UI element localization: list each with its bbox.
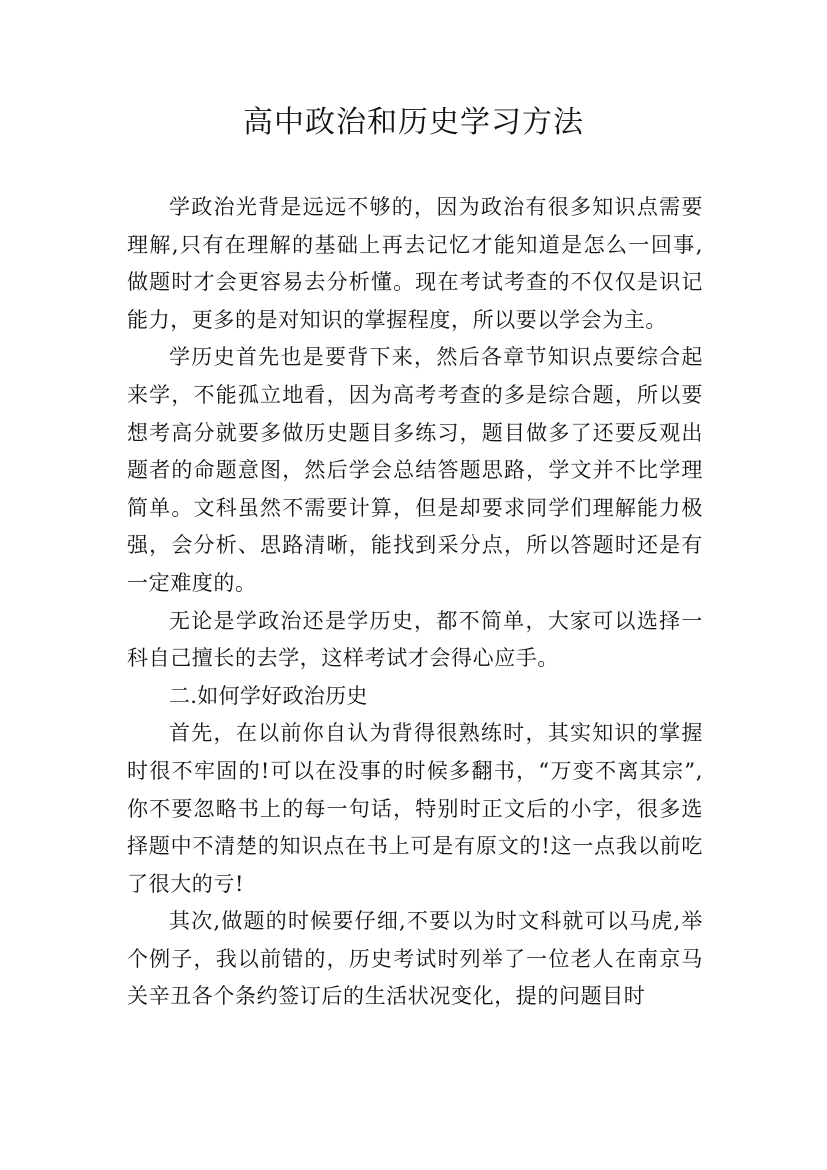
- paragraph-second-point: 其次,做题的时候要仔细,不要以为时文科就可以马虎,举个例子，我以前错的，历史考试时列举了一位老人在南京马关辛丑各个条约签订后的生活状况变化，提的问题目时: [127, 909, 703, 1009]
- document-title: 高中政治和历史学习方法: [243, 105, 584, 140]
- paragraph-history-study: 学历史首先也是要背下来，然后各章节知识点要综合起来学，不能孤立地看，因为高考考查的多是综合题，所以要想考高分就要多做历史题目多练习，题目做多了还要反观出题者的命题意图，然后学会总结答题思路，学文并不比学理简单。文科虽然不需要计算，但是却要求同学们理解能力极强，会分析、思路清晰，能找到采分点，所以答题时还是有一定难度的。: [127, 345, 703, 595]
- paragraph-first-point: 首先，在以前你自认为背得很熟练时，其实知识的掌握时很不牢固的!可以在没事的时候多翻书，“万变不离其宗”,你不要忽略书上的每一句话，特别时正文后的小字，很多选择题中不清楚的知识点在书上可是有原文的!这一点我以前吃了很大的亏!: [127, 721, 703, 896]
- paragraph-politics-study: 学政治光背是远远不够的，因为政治有很多知识点需要理解,只有在理解的基础上再去记忆才能知道是怎么一回事,做题时才会更容易去分析懂。现在考试考查的不仅仅是识记能力，更多的是对知识的掌握程度，所以要以学会为主。: [127, 195, 703, 332]
- paragraph-choose-subject: 无论是学政治还是学历史，都不简单，大家可以选择一科自己擅长的去学，这样考试才会得心应手。: [127, 608, 703, 671]
- section-heading-how-to-learn: 二.如何学好政治历史: [169, 683, 368, 708]
- document-body: [127, 189, 703, 1016]
